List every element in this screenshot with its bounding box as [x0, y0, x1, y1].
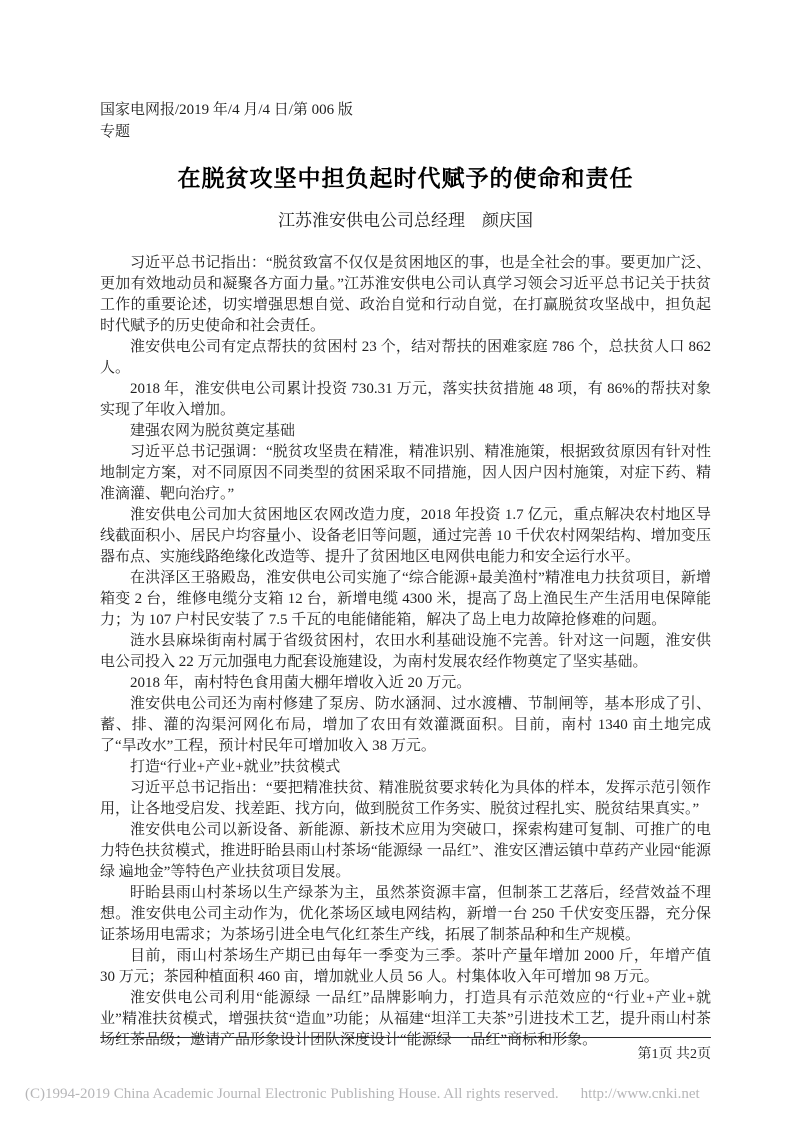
page-number-label: 第1页 共2页: [637, 1047, 711, 1062]
paragraph: 淮安供电公司以新设备、新能源、新技术应用为突破口，探索构建可复制、可推广的电力特色扶贫模式，推进盱眙县雨山村茶场“能源绿 一品红”、淮安区漕运镇中草药产业园“能源绿 遍地金”等特色产业扶贫项目发展。: [100, 822, 711, 880]
paragraph: 习近平总书记强调：“脱贫攻坚贵在精准，精准识别、精准施策，根据致贫原因有针对性地制定方案，对不同原因不同类型的贫困采取不同措施，因人因户因村施策，对症下药、精准滴灌、靶向治疗。”: [100, 444, 711, 502]
paragraph: 习近平总书记指出：“脱贫致富不仅仅是贫困地区的事，也是全社会的事。要更加广泛、更加有效地动员和凝聚各方面力量。”江苏淮安供电公司认真学习领会习近平总书记关于扶贫工作的重要论述，切实增强思想自觉、政治自觉和行动自觉，在打赢脱贫攻坚战中，担负起时代赋予的历史使命和社会责任。: [100, 255, 711, 334]
document-header: [100, 99, 711, 143]
paragraph: 淮安供电公司利用“能源绿 一品红”品牌影响力，打造具有示范效应的“行业+产业+就业”精准扶贫模式，增强扶贫“造血”功能；从福建“坦洋工夫茶”引进技术工艺，提升雨山村茶场红茶品级；邀请产品形象设计团队深度设计“能源绿 一品红”商标和形象。: [100, 990, 711, 1048]
paragraph: 2018 年，淮安供电公司累计投资 730.31 万元，落实扶贫措施 48 项，有 86%的帮扶对象实现了年收入增加。: [100, 381, 711, 418]
section-subhead: 打造“行业+产业+就业”扶贫模式: [130, 759, 341, 775]
paragraph: 淮安供电公司加大贫困地区农网改造力度，2018 年投资 1.7 亿元，重点解决农村地区导线截面积小、居民户均容量小、设备老旧等问题，通过完善 10 千伏农村网架结构、增加变压器布点、实施线路绝缘化改造等、提升了贫困地区电网供电能力和安全运行水平。: [100, 507, 711, 565]
copyright-footer: [25, 1086, 785, 1103]
pagination-bar: [100, 1037, 711, 1063]
paragraph: 淮安供电公司还为南村修建了泵房、防水涵洞、过水渡槽、节制闸等，基本形成了引、蓄、排、灌的沟渠河网化布局，增加了农田有效灌溉面积。目前，南村 1340 亩土地完成了“旱改水”工程，预计村民年可增加收入 38 万元。: [100, 696, 711, 754]
paragraph: 淮安供电公司有定点帮扶的贫困村 23 个，结对帮扶的困难家庭 786 个，总扶贫人口 862 人。: [100, 339, 711, 376]
article-byline: 江苏淮安供电公司总经理 颜庆国: [278, 211, 533, 230]
section-label: 专题: [100, 124, 131, 140]
paragraph: 盱眙县雨山村茶场以生产绿茶为主，虽然茶资源丰富，但制茶工艺落后，经营效益不理想。淮安供电公司主动作为，优化茶场区域电网结构，新增一台 250 千伏安变压器，充分保证茶场用电需求；为茶场引进全电气化红茶生产线，拓展了制茶品种和生产规模。: [100, 885, 711, 943]
footer-url: http://www.cnki.net: [580, 1086, 700, 1102]
article-title: 在脱贫攻坚中担负起时代赋予的使命和责任: [177, 166, 634, 191]
paragraph: 在洪泽区王骆殿岛，淮安供电公司实施了“综合能源+最美渔村”精准电力扶贫项目，新增箱变 2 台，维修电缆分支箱 12 台，新增电缆 4300 米，提高了岛上渔民生产生活用电保障能力；为 107 户村民安装了 7.5 千瓦的电能储能箱，解决了岛上电力故障抢修难的问题。: [100, 570, 711, 628]
footer-copyright-text: (C)1994-2019 China Academic Journal Electronic Publishing House. All rights reserved.: [25, 1086, 559, 1102]
paragraph: 目前，雨山村茶场生产期已由每年一季变为三季。茶叶产量年增加 2000 斤，年增产值 30 万元；茶园种植面积 460 亩，增加就业人员 56 人。村集体收入年可增加 98 万元。: [100, 948, 711, 985]
paragraph: 2018 年，南村特色食用菌大棚年增收入近 20 万元。: [130, 675, 472, 691]
article-body: [100, 253, 711, 1051]
document-content: [100, 99, 711, 1051]
paragraph: 习近平总书记指出：“要把精准扶贫、精准脱贫要求转化为具体的样本，发挥示范引领作用，让各地受启发、找差距、找方向，做到脱贫工作务实、脱贫过程扎实、脱贫结果真实。”: [100, 780, 711, 817]
paragraph: 涟水县麻垛街南村属于省级贫困村，农田水利基础设施不完善。针对这一问题，淮安供电公司投入 22 万元加强电力配套设施建设，为南村发展农经作物奠定了坚实基础。: [100, 633, 711, 670]
section-subhead: 建强农网为脱贫奠定基础: [130, 423, 296, 439]
source-line: 国家电网报/2019 年/4 月/4 日/第 006 版: [100, 102, 353, 118]
